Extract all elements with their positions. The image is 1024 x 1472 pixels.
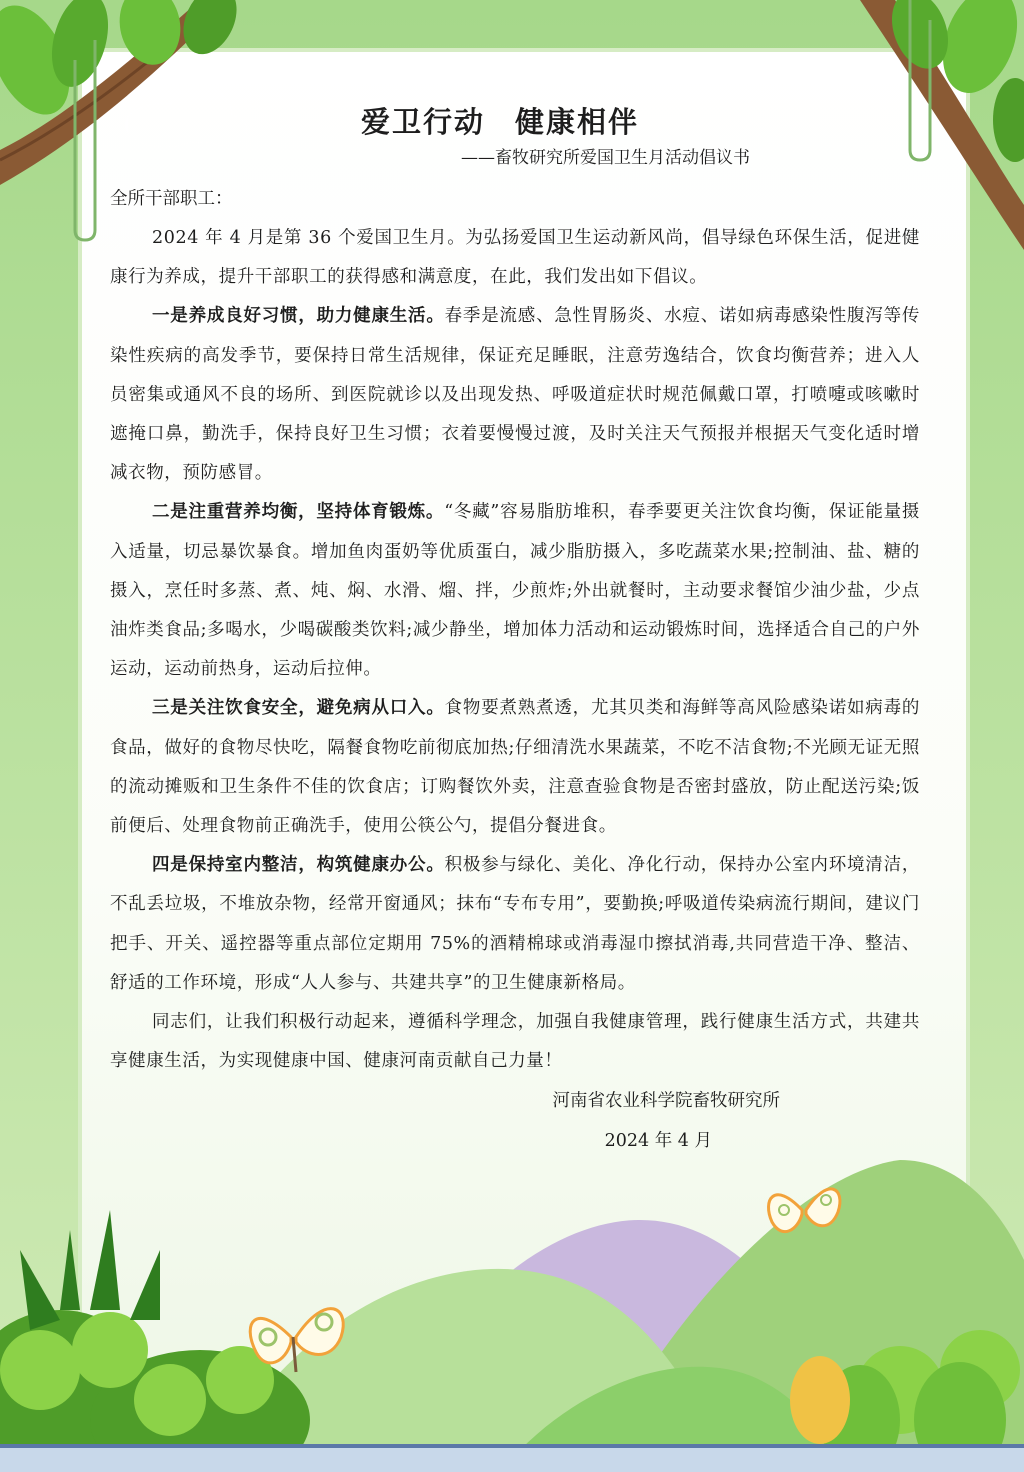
paragraph-4-heading: 四是保持室内整洁，构筑健康办公。 <box>152 855 445 876</box>
title-part-b: 健康相伴 <box>515 105 640 139</box>
signature-org: 河南省农业科学院畜牧研究所 <box>552 1091 780 1112</box>
butterfly-icon <box>762 1170 846 1250</box>
greeting: 全所干部职工： <box>110 189 233 209</box>
bottom-band <box>0 1444 1024 1472</box>
proposal-document <box>110 100 920 1161</box>
paragraph-1-body: 春季是流感、急性胃肠炎、水痘、诺如病毒感染性腹泻等传染性疾病的高发季节，要保持日常生活规律，保证充足睡眠，注意劳逸结合，饮食均衡营养；进入人员密集或通风不良的场所、到医院就诊以及出现发热、呼吸道症状时规范佩戴口罩，打喷嚏或咳嗽时遮掩口鼻，勤洗手，保持良好卫生习惯；衣着要慢慢过渡，及时关注天气预报并根据天气变化适时增减衣物，预防感冒。 <box>110 306 920 484</box>
title-part-a: 爱卫行动 <box>360 105 485 139</box>
closing-paragraph: 同志们，让我们积极行动起来，遵循科学理念，加强自我健康管理，践行健康生活方式，共建共享健康生活，为实现健康中国、健康河南贡献自己力量！ <box>110 1012 920 1072</box>
paragraph-4-body: 积极参与绿化、美化、净化行动，保持办公室内环境清洁，不乱丢垃圾，不堆放杂物，经常开窗通风；抹布“专布专用”，要勤换;呼吸道传染病流行期间，建议门把手、开关、遥控器等重点部位定期用 75%的酒精棉球或消毒湿巾擦拭消毒,共同营造干净、整洁、舒适的工作环境，形成“人人参与、共建共享”的卫生健康新格局。 <box>110 855 920 993</box>
intro-paragraph: 2024 年 4 月是第 36 个爱国卫生月。为弘扬爱国卫生运动新风尚，倡导绿色环保生活，促进健康行为养成，提升干部职工的获得感和满意度，在此，我们发出如下倡议。 <box>110 228 920 288</box>
paragraph-1-heading: 一是养成良好习惯，助力健康生活。 <box>152 306 445 327</box>
paragraph-2-body: “冬藏”容易脂肪堆积，春季要更关注饮食均衡，保证能量摄入适量，切忌暴饮暴食。增加鱼肉蛋奶等优质蛋白，减少脂肪摄入，多吃蔬菜水果;控制油、盐、糖的摄入，烹任时多蒸、煮、炖、焖、水滑、熘、拌，少煎炸;外出就餐时，主动要求餐馆少油少盐，少点油炸类食品;多喝水，少喝碳酸类饮料;减少静坐，增加体力活动和运动锻炼时间，选择适合自己的户外运动，运动前热身，运动后拉伸。 <box>110 502 921 680</box>
paragraph-3 <box>110 689 920 846</box>
paragraph-1 <box>110 297 920 493</box>
signature-block <box>110 1081 920 1161</box>
signature-date: 2024 年 4 月 <box>604 1131 712 1152</box>
page-title <box>80 100 920 144</box>
butterfly-icon <box>236 1282 356 1392</box>
bush-icon <box>0 1190 1024 1450</box>
paragraph-2-heading: 二是注重营养均衡，坚持体育锻炼。 <box>152 502 445 523</box>
paragraph-3-body: 食物要煮熟煮透，尤其贝类和海鲜等高风险感染诺如病毒的食品，做好的食物尽快吃，隔餐食物吃前彻底加热;仔细清洗水果蔬菜，不吃不洁食物;不光顾无证无照的流动摊贩和卫生条件不佳的饮食店；订购餐饮外卖，注意查验食物是否密封盛放，防止配送污染;饭前便后、处理食物前正确洗手，使用公筷公勺，提倡分餐进食。 <box>110 698 920 837</box>
paragraph-2 <box>110 493 920 689</box>
paragraph-4 <box>110 846 920 1003</box>
page-subtitle: ——畜牧研究所爱国卫生月活动倡议书 <box>461 148 750 168</box>
paragraph-3-heading: 三是关注饮食安全，避免病从口入。 <box>152 698 445 719</box>
